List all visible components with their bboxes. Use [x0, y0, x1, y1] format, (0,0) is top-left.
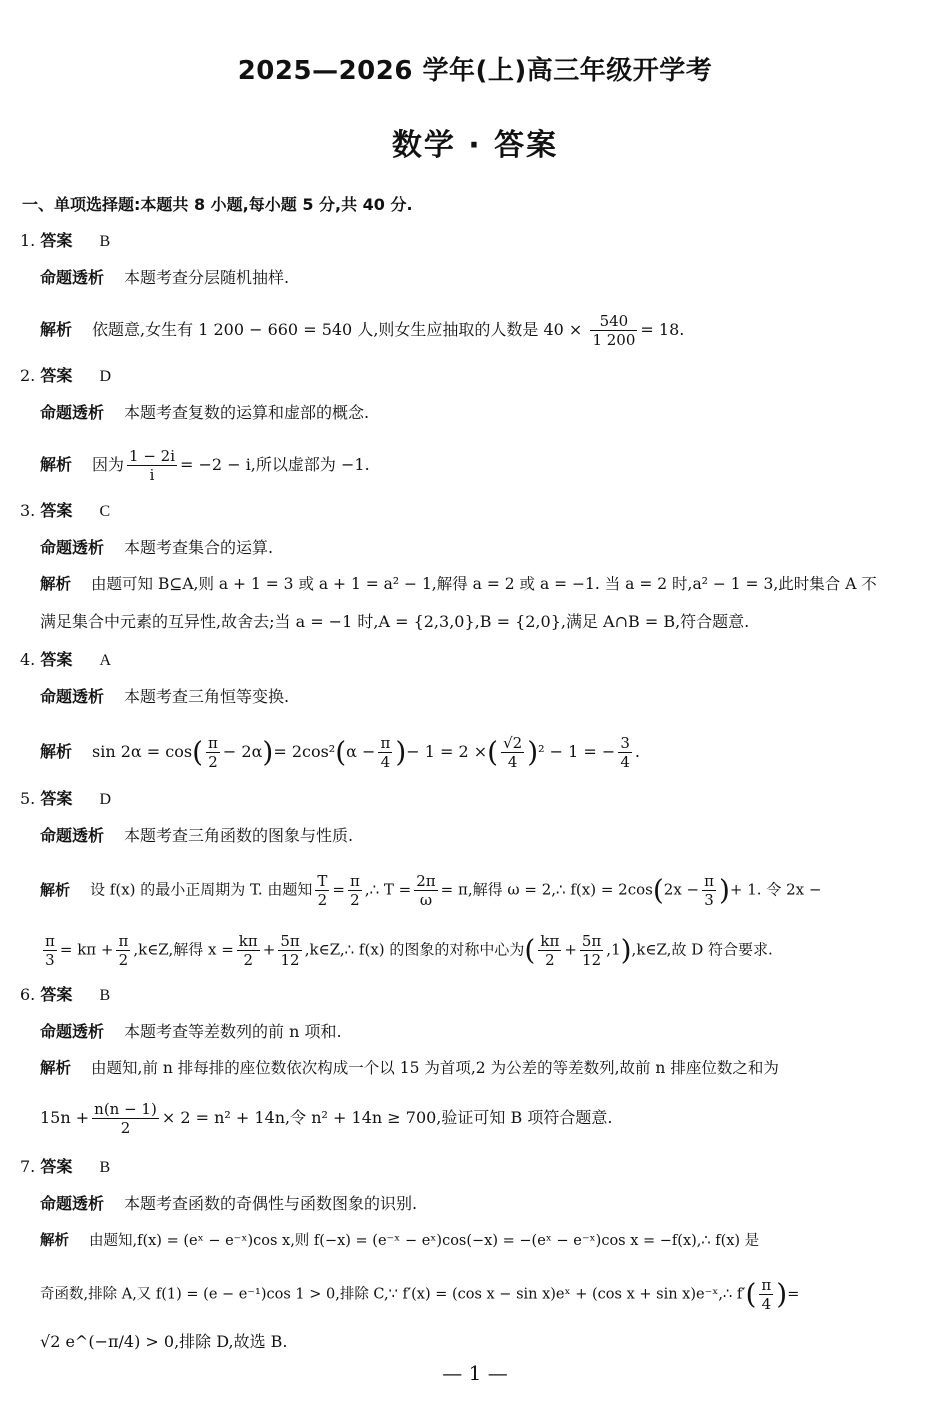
q5-frac — [43, 932, 57, 969]
q3-intent — [40, 536, 273, 560]
q5-frac — [702, 872, 716, 909]
q7-frac — [759, 1276, 773, 1313]
q6-number: 6. — [20, 985, 36, 1004]
analysis-label: 解析 — [40, 575, 72, 593]
q3-analysis-cont — [40, 610, 749, 634]
q2-answer-line — [20, 364, 111, 389]
q3-number: 3. — [20, 501, 36, 520]
q4-answer: A — [99, 652, 112, 669]
analysis-label: 解析 — [40, 742, 73, 761]
answer-label: 答案 — [40, 1157, 73, 1176]
q1-analysis — [40, 312, 684, 349]
frac-num: π — [349, 872, 360, 890]
q1-intent — [40, 266, 289, 290]
intent-label: 命题透析 — [40, 687, 105, 706]
q4-expr-part: . — [634, 742, 640, 761]
intent-label: 命题透析 — [40, 268, 105, 287]
q6-analysis-text-1: 由题知,前 n 排每排的座位数依次构成一个以 15 为首项,2 为公差的等差数列,故前 n 排座位数之和为 — [91, 1059, 779, 1077]
frac-num: n(n − 1) — [94, 1100, 157, 1118]
paren-left: ( — [652, 873, 664, 907]
frac-den: 2 — [120, 1119, 131, 1137]
q3-analysis-text-2: 满足集合中元素的互异性,故舍去;当 a = −1 时,A = {2,3,0},B = {2,0},满足 A∩B = B,符合题意. — [40, 612, 750, 631]
q6-analysis-cont — [40, 1100, 612, 1137]
q5-frac — [278, 932, 301, 969]
frac-num: √2 — [503, 734, 523, 752]
q7-intent — [40, 1192, 417, 1216]
paren-left: ( — [745, 1277, 757, 1311]
frac-den: 2 — [350, 891, 360, 909]
frac-num: π — [761, 1276, 772, 1294]
q5-expr-part: ,k∈Z,∴ f(x) 的图象的对称中心为 — [304, 940, 525, 959]
frac-den: 12 — [582, 951, 602, 969]
q5-answer-line — [20, 787, 111, 812]
analysis-label: 解析 — [40, 880, 71, 899]
q4-expr-part: ² − 1 = − — [538, 742, 616, 761]
paren-left: ( — [335, 735, 347, 769]
frac-den: 3 — [45, 951, 55, 969]
paren-right: ) — [395, 735, 407, 769]
q6-expr-part: 15n + — [40, 1108, 90, 1127]
frac-num: π — [45, 932, 55, 950]
q4-frac-sqrt2-4 — [501, 734, 524, 771]
answer-label: 答案 — [40, 231, 73, 250]
intent-label: 命题透析 — [40, 1194, 105, 1213]
q1-intent-text: 本题考查分层随机抽样. — [124, 268, 290, 287]
frac-den: ω — [419, 891, 433, 909]
frac-den: 4 — [380, 753, 391, 771]
frac-num: π — [380, 734, 391, 752]
q5-expr-part: ,1 — [606, 940, 621, 959]
q6-intent-text: 本题考查等差数列的前 n 项和. — [124, 1022, 342, 1041]
q1-frac-num: 540 — [590, 312, 637, 331]
q6-frac — [92, 1100, 159, 1137]
q2-fraction — [127, 447, 177, 484]
q5-number: 5. — [20, 789, 36, 808]
q5-expr-part: = kπ + — [59, 940, 114, 959]
analysis-label: 解析 — [40, 1059, 72, 1077]
q2-intent — [40, 401, 369, 425]
q5-expr-part: + — [564, 940, 577, 959]
paren-right: ) — [620, 933, 632, 967]
frac-num: T — [317, 872, 328, 890]
q5-analysis — [40, 872, 821, 909]
q5-expr-part: 2x − — [663, 880, 700, 899]
q5-frac — [116, 932, 130, 969]
q7-intent-text: 本题考查函数的奇偶性与函数图象的识别. — [124, 1194, 418, 1213]
q6-expr-part: × 2 = n² + 14n,令 n² + 14n ≥ 700,验证可知 B 项符合题意. — [161, 1108, 613, 1127]
q2-analysis-end: = −2 − i,所以虚部为 −1. — [180, 455, 370, 474]
q7-analysis-cont — [40, 1276, 799, 1313]
q7-analysis — [40, 1229, 759, 1253]
q5-expr-part: ,k∈Z,解得 x = — [133, 940, 234, 959]
frac-den: 3 — [704, 891, 714, 909]
q1-answer-line — [20, 229, 110, 254]
q4-expr-part: sin 2α = cos — [92, 742, 193, 761]
frac-den: 2 — [243, 951, 254, 969]
q4-number: 4. — [20, 650, 36, 669]
answer-label: 答案 — [40, 789, 73, 808]
q5-expr-part: ,∴ T = — [364, 880, 412, 899]
q5-analysis-cont — [40, 932, 773, 969]
intent-label: 命题透析 — [40, 538, 105, 557]
frac-den: 4 — [620, 753, 630, 771]
q4-answer-line — [20, 648, 111, 673]
frac-num: π — [704, 872, 714, 890]
paren-right: ) — [776, 1277, 788, 1311]
q2-answer: D — [99, 368, 112, 385]
q5-expr-part: 设 f(x) 的最小正周期为 T. 由题知 — [90, 880, 313, 899]
page-number: — 1 — — [442, 1361, 508, 1385]
paren-right: ) — [718, 873, 730, 907]
frac-den: 12 — [280, 951, 300, 969]
q5-answer: D — [99, 791, 112, 808]
q2-frac-num: 1 − 2i — [129, 447, 176, 465]
frac-num: 5π — [280, 932, 300, 950]
q3-analysis-text-1: 由题可知 B⊆A,则 a + 1 = 3 或 a + 1 = a² − 1,解得 a = 2 或 a = −1. 当 a = 2 时,a² − 1 = 3,此时集合 A 不 — [91, 575, 877, 593]
frac-num: 2π — [416, 872, 436, 890]
q7-expr-part: 奇函数,排除 A,又 f(1) = (e − e⁻¹)cos 1 > 0,排除 C,∵ f′(x) = (cos x − sin x)eˣ + (cos x + sin x)e⁻ˣ,∴ f′ — [40, 1286, 746, 1303]
q7-analysis-text-3: √2 e^(−π/4) > 0,排除 D,故选 B. — [40, 1332, 288, 1351]
answer-label: 答案 — [40, 985, 73, 1004]
frac-num: π — [208, 734, 218, 752]
intent-label: 命题透析 — [40, 403, 105, 422]
q7-answer: B — [99, 1159, 111, 1176]
analysis-label: 解析 — [40, 320, 73, 339]
analysis-label: 解析 — [40, 455, 73, 474]
q5-frac — [580, 932, 603, 969]
frac-num: 5π — [581, 932, 602, 950]
q4-expr-part: − 2α — [222, 742, 263, 761]
intent-label: 命题透析 — [40, 1022, 105, 1041]
paren-right: ) — [262, 735, 274, 769]
q1-fraction — [590, 312, 637, 349]
paren-left: ( — [487, 735, 499, 769]
frac-den: 2 — [545, 951, 555, 969]
q4-expr-part: − 1 = 2 × — [406, 742, 488, 761]
q6-intent — [40, 1020, 342, 1044]
q2-intent-text: 本题考查复数的运算和虚部的概念. — [124, 403, 370, 422]
q6-answer-line — [20, 983, 110, 1008]
q3-analysis — [40, 572, 877, 596]
q7-answer-line — [20, 1155, 110, 1180]
frac-num: kπ — [540, 932, 560, 950]
q1-number: 1. — [20, 231, 36, 250]
q4-frac-pi-2 — [206, 734, 220, 771]
q7-number: 7. — [20, 1157, 36, 1176]
q3-answer-line — [20, 499, 110, 524]
answer-label: 答案 — [40, 366, 73, 385]
q5-intent-text: 本题考查三角函数的图象与性质. — [124, 826, 354, 845]
analysis-label: 解析 — [40, 1233, 69, 1249]
q4-expr-part: = 2cos² — [273, 742, 336, 761]
q2-number: 2. — [20, 366, 36, 385]
q4-expr-part: α − — [346, 742, 376, 761]
frac-den: 2 — [208, 753, 218, 771]
paren-left: ( — [192, 735, 204, 769]
q6-answer: B — [99, 987, 111, 1004]
q5-expr-part: + — [262, 940, 276, 959]
q5-expr-part: = π,解得 ω = 2,∴ f(x) = 2cos — [440, 880, 653, 899]
q4-frac-3-4 — [618, 734, 632, 771]
q5-frac — [315, 872, 329, 909]
q5-expr-part: ,k∈Z,故 D 符合要求. — [631, 940, 773, 959]
intent-label: 命题透析 — [40, 826, 105, 845]
paren-left: ( — [524, 933, 536, 967]
frac-den: 2 — [118, 951, 129, 969]
q3-answer: C — [99, 503, 111, 520]
q4-frac-pi-4 — [378, 734, 392, 771]
q5-expr-part: + 1. 令 2x − — [729, 880, 822, 899]
q4-analysis — [40, 734, 640, 771]
frac-den: 4 — [507, 753, 518, 771]
q7-analysis-text-1: 由题知,f(x) = (eˣ − e⁻ˣ)cos x,则 f(−x) = (e⁻ˣ − eˣ)cos(−x) = −(eˣ − e⁻ˣ)cos x = −f(x),∴ f(x) 是 — [89, 1233, 760, 1249]
q5-frac — [414, 872, 437, 909]
q2-analysis-text: 因为 — [92, 455, 125, 474]
frac-num: kπ — [238, 932, 258, 950]
q1-answer: B — [99, 233, 111, 250]
frac-num: π — [118, 932, 129, 950]
page-subtitle: 数学 · 答案 — [391, 128, 559, 163]
q2-analysis — [40, 447, 370, 484]
answer-label: 答案 — [40, 501, 73, 520]
paren-right: ) — [527, 735, 539, 769]
q1-frac-den: 1 200 — [592, 331, 636, 349]
answer-label: 答案 — [40, 650, 73, 669]
q1-analysis-text: 依题意,女生有 1 200 − 660 = 540 人,则女生应抽取的人数是 40 × — [92, 320, 588, 339]
q5-intent — [40, 824, 353, 848]
q5-frac — [538, 932, 561, 969]
q7-expr-part: = — [787, 1286, 800, 1303]
q5-frac — [348, 872, 362, 909]
page-title: 2025—2026 学年(上)高三年级开学考 — [237, 56, 713, 86]
section-heading: 一、单项选择题:本题共 8 小题,每小题 5 分,共 40 分. — [22, 195, 413, 214]
q6-analysis — [40, 1056, 779, 1080]
q3-intent-text: 本题考查集合的运算. — [124, 538, 274, 557]
q2-frac-den: i — [149, 466, 155, 484]
q5-expr-part: = — [332, 880, 345, 899]
q4-intent-text: 本题考查三角恒等变换. — [124, 687, 290, 706]
q4-intent — [40, 685, 289, 709]
q7-analysis-end — [40, 1330, 288, 1354]
frac-den: 4 — [761, 1295, 772, 1313]
q1-analysis-end: = 18. — [640, 320, 685, 339]
frac-den: 2 — [317, 891, 328, 909]
q5-frac — [237, 932, 260, 969]
frac-num: 3 — [620, 734, 630, 752]
